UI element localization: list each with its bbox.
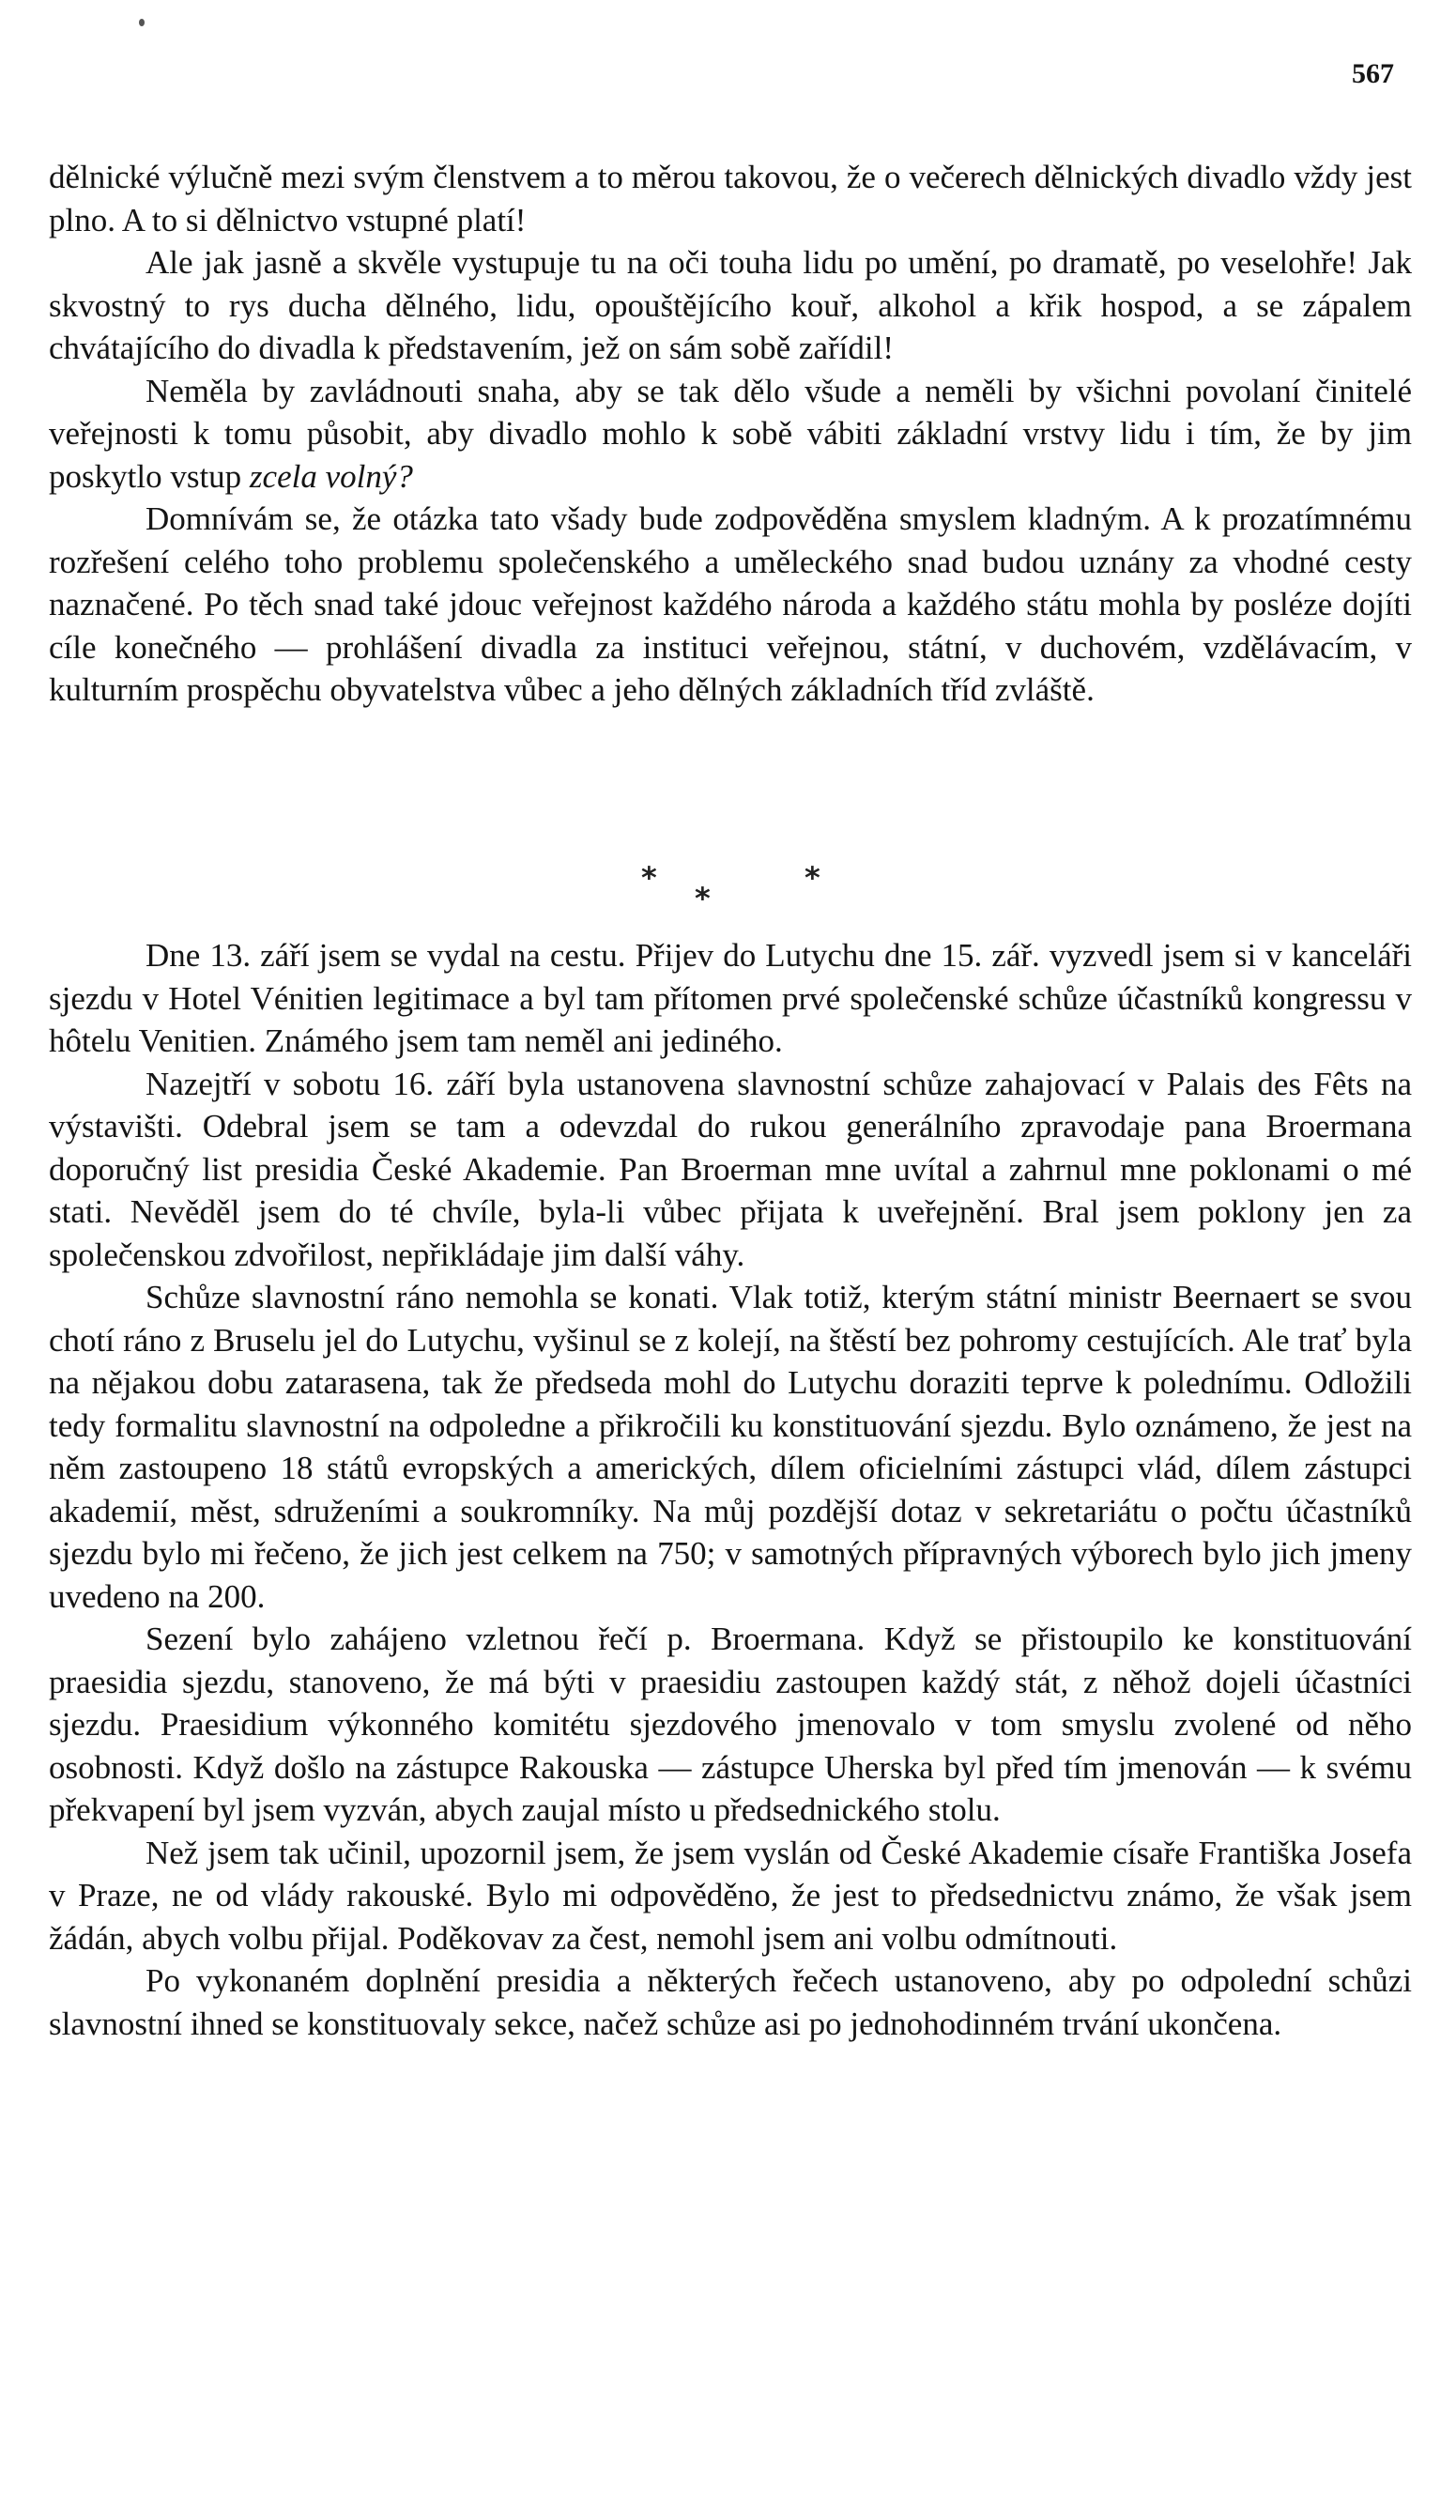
section-divider xyxy=(0,858,1456,914)
paragraph xyxy=(49,370,1412,499)
paragraph: Než jsem tak učinil, upozornil jsem, že jsem vyslán od České Akademie císaře Františka Josefa v Praze, ne od vlády rakouské. Bylo mi odpověděno, že jest to předsednictvu známo, že však jsem žádán, abych volbu přijal. Poděkovav za čest, nemohl jsem ani volbu odmítnouti. xyxy=(49,1834,1412,1957)
text-section-theatre xyxy=(49,156,1412,712)
paragraph: Nazejtří v sobotu 16. září byla ustanovena slavnostní schůze zahajovací v Palais des Fêts na výstavišti. Odebral jsem se tam a odevzdal do rukou generálního zpravodaje pana Broermana doporučný list presidia České Akademie. Pan Broerman mne uvítal a zahrnul mne poklonami o mé stati. Nevěděl jsem do té chvíle, byla-li vůbec přijata k uveřejnění. Bral jsem poklony jen za společenskou zdvořilost, nepřikládaje jim další váhy. xyxy=(49,1065,1412,1273)
paragraph: Ale jak jasně a skvěle vystupuje tu na oči touha lidu po umění, po dramatě, po veselohře! Jak skvostný to rys ducha dělného, lidu, opouštějícího kouř, alkohol a křik hospod, a se zápalem chvátajícího do divadla k představením, jež on sám sobě zařídil! xyxy=(49,244,1412,366)
paragraph: Domnívám se, že otázka tato všady bude zodpověděna smyslem kladným. A k prozatímnému rozřešení celého toho problemu společenského a uměleckého snad budou uznány za vhodné cesty naznačené. Po těch snad také jdouc veřejnost každého národa a každého státu mohla by posléze dojíti cíle konečného — prohlášení divadla za instituci veřejnou, státní, v duchovém, vzdělávacím, v kulturním prospěchu obyvatelstva vůbec a jeho dělných základních tříd zvláště. xyxy=(49,500,1412,708)
paragraph: Dne 13. září jsem se vydal na cestu. Přijev do Lutychu dne 15. zář. vyzvedl jsem si v kanceláři sjezdu v Hotel Vénitien legitimace a byl tam přítomen prvé společenské schůze účastníků kongressu v hôtelu Venitien. Známého jsem tam neměl ani jediného. xyxy=(49,937,1412,1059)
paragraph: dělnické výlučně mezi svým členstvem a to měrou takovou, že o večerech dělnických divadlo vždy jest plno. A to si dělnictvo vstupné platí! xyxy=(49,159,1412,238)
paragraph-text: Neměla by zavládnouti snaha, aby se tak dělo všude a neměli by všichni povolaní činitelé veřejnosti k tomu působit, aby divadlo mohlo k sobě vábiti základní vrstvy lidu i tím, že by jim poskytlo vstup xyxy=(49,372,1412,495)
paragraph: Schůze slavnostní ráno nemohla se konati. Vlak totiž, kterým státní ministr Beernaert se svou chotí ráno z Bruselu jel do Lutychu, vyšinul se z kolejí, na štěstí bez pohromy cestujících. Ale trať byla na nějakou dobu zatarasena, tak že předseda mohl do Lutychu doraziti teprve k polednímu. Odložili tedy formalitu slavnostní na odpoledne a přikročili ku konstituování sjezdu. Bylo oznámeno, že jest na něm zastoupeno 18 států evropských a amerických, dílem oficielními zástupci vlád, dílem zástupci akademií, měst, sdruženími a soukromníky. Na můj pozdější dotaz v sekretariátu o počtu účastníků sjezdu bylo mi řečeno, že jich jest celkem na 750; v samotných přípravných výborech bylo jich jmeny uvedeno na 200. xyxy=(49,1279,1412,1615)
asterisk-ornament: * xyxy=(805,860,820,896)
page-number: 567 xyxy=(1352,58,1394,89)
emphasized-phrase: zcela volný? xyxy=(249,457,413,495)
paragraph: Po vykonaném doplnění presidia a některých řečech ustanoveno, aby po odpolední schůzi slavnostní ihned se konstituovaly sekce, načež schůze asi po jednohodinném trvání ukončena. xyxy=(49,1962,1412,2042)
paragraph: Sezení bylo zahájeno vzletnou řečí p. Broermana. Když se přistoupilo ke konstituování praesidia sjezdu, stanoveno, že má býti v praesidiu zastoupen každý stát, z něhož dojeli účastníci sjezdu. Praesidium výkonného komitétu sjezdového jmenovalo v tom smyslu zvolené od něho osobnosti. Když došlo na zástupce Rakouska — zástupce Uherska byl před tím jmenován — k svému překvapení byl jsem vyzván, abych zaujal místo u předsednického stolu. xyxy=(49,1621,1412,1828)
asterisk-ornament: * xyxy=(641,860,657,896)
text-section-congress xyxy=(49,934,1412,2045)
ink-speck xyxy=(139,19,145,26)
asterisk-ornament: * xyxy=(695,881,711,916)
